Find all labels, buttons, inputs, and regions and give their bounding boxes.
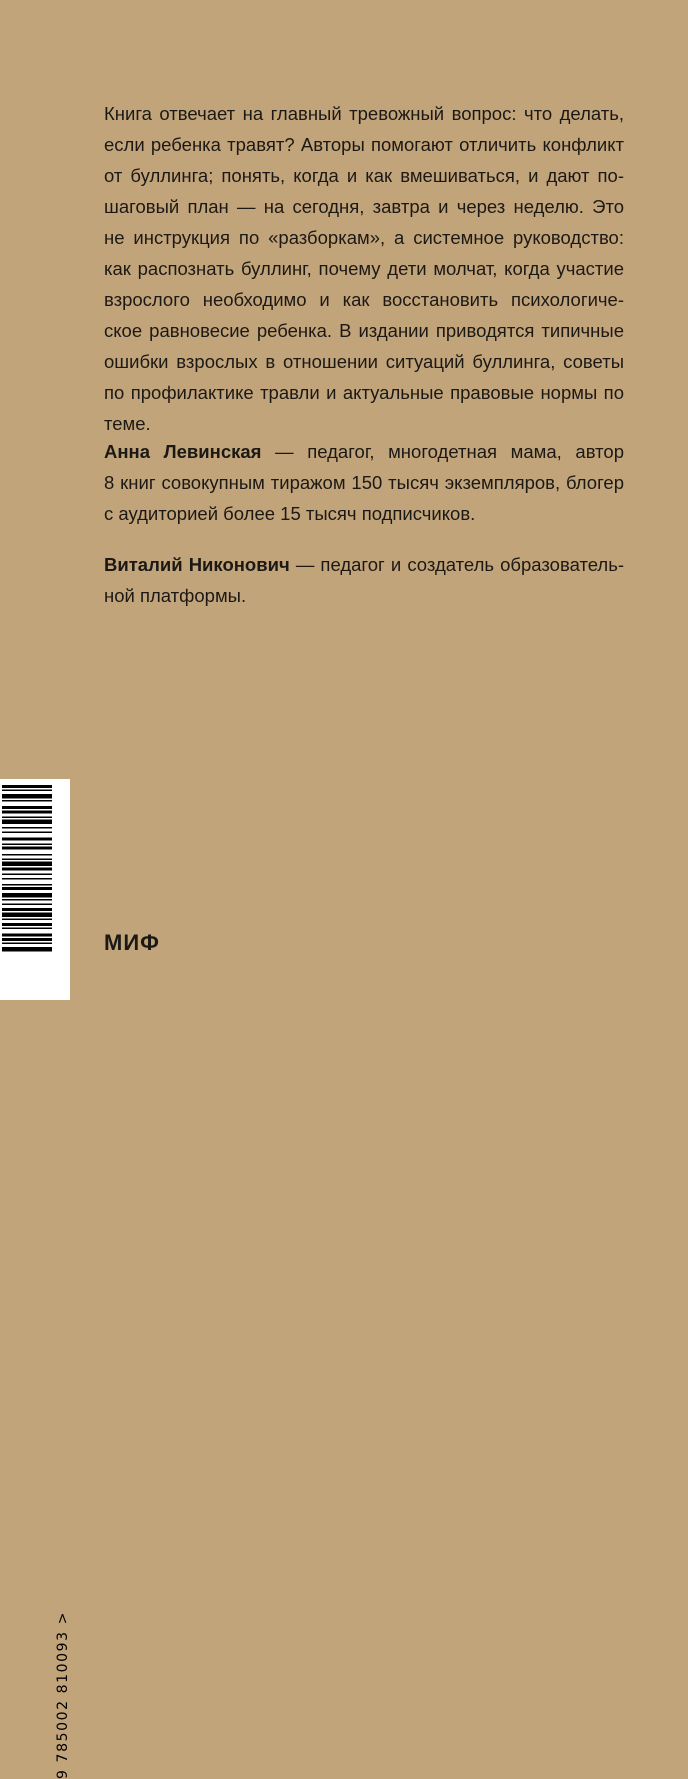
- barcode-bar: [2, 878, 52, 880]
- author-bio-first-line: [104, 436, 624, 467]
- barcode-bar: [2, 806, 52, 809]
- barcode-bar: [2, 943, 52, 945]
- author-bio-text: — педагог и создатель образователь-: [289, 554, 624, 575]
- author-bio-line: 8 книг совокупным тиражом 150 тысяч экземпляров, блогер: [104, 472, 624, 493]
- barcode-bar: [2, 904, 52, 906]
- description-line: Книга отвечает на главный тревожный вопрос: что делать,: [104, 103, 624, 124]
- barcode-bar: [2, 854, 52, 856]
- author-bio-first-line: [104, 549, 624, 580]
- barcode-bar: [2, 934, 52, 937]
- barcode-bar: [2, 947, 52, 952]
- author-bio-nikonovich: [104, 549, 624, 611]
- barcode-bar: [2, 874, 52, 876]
- barcode-bar: [2, 800, 52, 802]
- barcode-bar: [2, 794, 52, 799]
- barcode-bar: [2, 923, 52, 926]
- author-name: Виталий Никонович: [104, 554, 290, 575]
- barcode-bar: [2, 928, 52, 930]
- barcode-bar: [2, 847, 52, 850]
- description-line: если ребенка травят? Авторы помогают отличить конфликт: [104, 134, 624, 155]
- barcode-bar: [2, 817, 52, 819]
- barcode-bar: [2, 827, 52, 829]
- author-bio-line: ной платформы.: [104, 585, 247, 606]
- barcode-bar: [2, 785, 52, 788]
- barcode-bar: [2, 838, 52, 841]
- isbn-barcode: [0, 779, 71, 1779]
- barcode-bar: [2, 884, 52, 886]
- barcode-bar: [2, 899, 52, 901]
- book-description: [104, 98, 624, 439]
- barcode-bar: [2, 844, 52, 846]
- description-line: не инструкция по «разборкам», а системное руководство:: [104, 227, 624, 248]
- barcode-bar: [2, 913, 52, 918]
- description-line: ошибки взрослых в отношении ситуаций буллинга, советы: [104, 351, 624, 372]
- barcode-bar: [2, 862, 52, 867]
- description-line: шаговый план — на сегодня, завтра и через неделю. Это: [104, 196, 624, 217]
- barcode-bar: [2, 859, 52, 861]
- description-line: теме.: [104, 413, 151, 434]
- author-bio-text: — педагог, многодетная мама, автор: [261, 441, 624, 462]
- author-bio-levinskaya: [104, 436, 624, 529]
- barcode-bar: [2, 832, 52, 834]
- barcode-bar: [2, 908, 52, 911]
- barcode-bar: [2, 820, 52, 825]
- barcode-bar: [2, 868, 52, 871]
- publisher-logo: МИФ: [104, 930, 160, 955]
- barcode-bar: [2, 919, 52, 921]
- barcode-bar: [2, 790, 52, 792]
- description-line: от буллинга; понять, когда и как вмешиваться, и дают по-: [104, 165, 624, 186]
- description-line: взрослого необходимо и как восстановить психологиче-: [104, 289, 624, 310]
- barcode-bar: [2, 811, 52, 814]
- barcode-bar: [2, 887, 52, 890]
- isbn-number: 9 785002 810093 >: [55, 1610, 71, 1779]
- description-line: как распознать буллинг, почему дети молчат, когда участие: [104, 258, 624, 279]
- description-line: ское равновесие ребенка. В издании приводятся типичные: [104, 320, 624, 341]
- barcode-bar: [2, 938, 52, 941]
- author-bio-line: с аудиторией более 15 тысяч подписчиков.: [104, 503, 476, 524]
- barcode-bar: [2, 893, 52, 898]
- author-name: Анна Левинская: [104, 441, 262, 462]
- description-line: по профилактике травли и актуальные правовые нормы по: [104, 382, 624, 403]
- barcode-bars: [0, 779, 70, 1000]
